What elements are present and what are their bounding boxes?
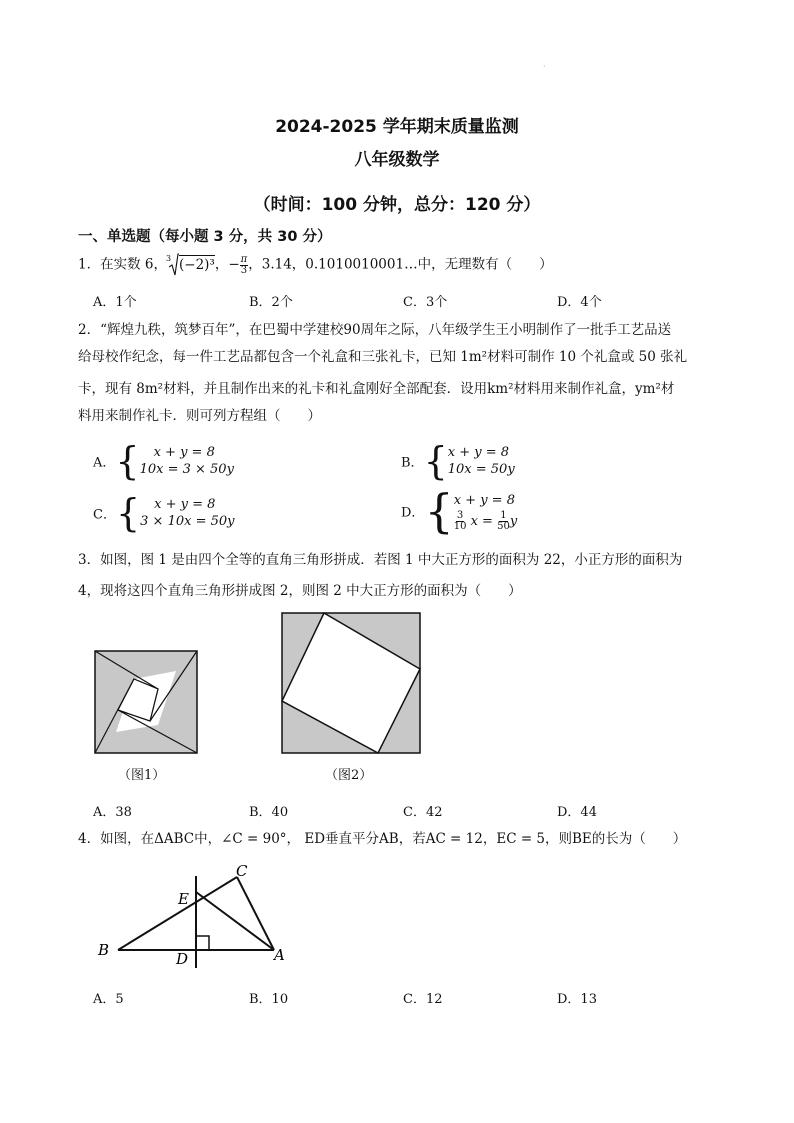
q3-option-b[interactable]: B．40 — [249, 805, 289, 820]
q2-line-2: 给母校作纪念，每一件工艺品都包含一个礼盒和三张礼卡，已知 1m²材料可制作 10 个礼盒或 50 张礼 — [78, 349, 688, 365]
section-heading: 一、单选题（每小题 3 分，共 30 分） — [78, 229, 332, 245]
q4-option-d[interactable]: D．13 — [557, 992, 597, 1007]
exam-info: （时间：100 分钟，总分：120 分） — [253, 195, 541, 215]
q2a-eq1: x + y = 8 — [153, 445, 215, 460]
label-a: A — [274, 946, 285, 964]
q2-option-d[interactable] — [401, 484, 518, 538]
q1-rest: ，3.14，0.1010010001…中，无理数有（ ） — [248, 256, 553, 273]
q2d-label: D． — [401, 505, 425, 521]
brace-icon: { — [115, 439, 140, 483]
q2a-label: A． — [93, 455, 116, 471]
q3-option-c[interactable]: C．42 — [403, 805, 443, 820]
brace-icon: { — [115, 491, 141, 535]
root-index: 3 — [165, 254, 172, 263]
brace-icon: { — [424, 484, 454, 538]
q1-option-d[interactable]: D．4个 — [557, 295, 602, 310]
frac-numerator: 1 — [500, 509, 507, 521]
figure-1-caption: （图1） — [118, 768, 166, 783]
label-b: B — [98, 941, 110, 959]
q2b-label: B． — [401, 455, 424, 471]
q3-line-2: 4，现将这四个直角三角形拼成图 2，则图 2 中大正方形的面积为（ ） — [78, 583, 522, 599]
figure-2 — [281, 612, 421, 754]
q3-option-d[interactable]: D．44 — [557, 805, 597, 820]
q2c-eq2: 3 × 10x = 50y — [140, 514, 235, 529]
q2a-eq2: 10x = 3 × 50y — [139, 462, 234, 477]
pi-over-3 — [240, 255, 249, 276]
q1-option-c[interactable]: C．3个 — [403, 295, 448, 310]
q3-line-1: 3．如图，图 1 是由四个全等的直角三角形拼成．若图 1 中大正方形的面积为 22，小正方形的面积为 — [78, 552, 683, 568]
neg-sign: ，− — [214, 256, 240, 273]
exam-subject: 八年级数学 — [354, 150, 440, 170]
q4-option-b[interactable]: B．10 — [249, 992, 289, 1007]
q2c-label: C． — [93, 507, 116, 523]
q2a-system — [115, 439, 234, 483]
q4-option-a[interactable]: A．5 — [93, 992, 124, 1007]
frac-denominator: 50 — [497, 520, 510, 532]
q2-line-3: 卡，现有 8m²材料，并且制作出来的礼卡和礼盒刚好全部配套．设用km²材料用来制作礼盒，ym²材 — [78, 381, 675, 397]
q2-option-b[interactable] — [401, 439, 515, 483]
q2-option-a[interactable] — [93, 439, 234, 483]
figure-1 — [94, 650, 198, 754]
q1-prefix: 1．在实数 6， — [78, 256, 167, 273]
brace-icon: { — [423, 439, 448, 483]
q1-option-b[interactable]: B．2个 — [249, 295, 293, 310]
frac-numerator: 3 — [456, 509, 464, 521]
exam-title: 2024-2025 学年期末质量监测 — [275, 117, 519, 137]
q2-option-c[interactable] — [93, 491, 235, 535]
cube-root — [167, 253, 215, 277]
q2-line-1: 2．“辉煌九秩，筑梦百年”，在巴蜀中学建校90周年之际，八年级学生王小明制作了一批手工艺品送 — [78, 322, 672, 338]
q4-line: 4．如图，在ΔABC中，∠C = 90°， ED垂直平分AB，若AC = 12，EC = 5，则BE的长为（ ） — [78, 831, 687, 847]
q2d-system — [424, 484, 518, 538]
q2d-eq2 — [454, 511, 517, 532]
eq-end: y — [509, 513, 518, 529]
q3-option-a[interactable]: A．38 — [93, 805, 132, 820]
frac-1-50 — [497, 511, 510, 532]
question-1 — [78, 253, 553, 277]
label-e: E — [178, 890, 189, 908]
q4-option-c[interactable]: C．12 — [403, 992, 443, 1007]
figure-triangle — [90, 860, 300, 972]
frac-3-10 — [454, 511, 467, 532]
q2d-eq1: x + y = 8 — [453, 492, 515, 508]
label-d: D — [176, 950, 189, 968]
pi-denominator: 3 — [240, 264, 248, 276]
q2b-eq2: 10x = 50y — [447, 462, 515, 477]
q2b-eq1: x + y = 8 — [447, 445, 510, 460]
eq-mid: x = — [470, 513, 493, 529]
pi-numerator: π — [240, 253, 248, 265]
label-c: C — [236, 862, 248, 880]
scan-dot: · — [543, 62, 546, 71]
radicand: (−2)³ — [178, 256, 215, 273]
q2b-system — [423, 439, 515, 483]
q1-option-a[interactable]: A．1个 — [93, 295, 137, 310]
q2-line-4: 料用来制作礼卡．则可列方程组（ ） — [78, 408, 321, 424]
q2c-system — [115, 491, 235, 535]
q2c-eq1: x + y = 8 — [154, 497, 216, 512]
figure-2-caption: （图2） — [325, 768, 373, 783]
frac-denominator: 10 — [453, 520, 467, 532]
